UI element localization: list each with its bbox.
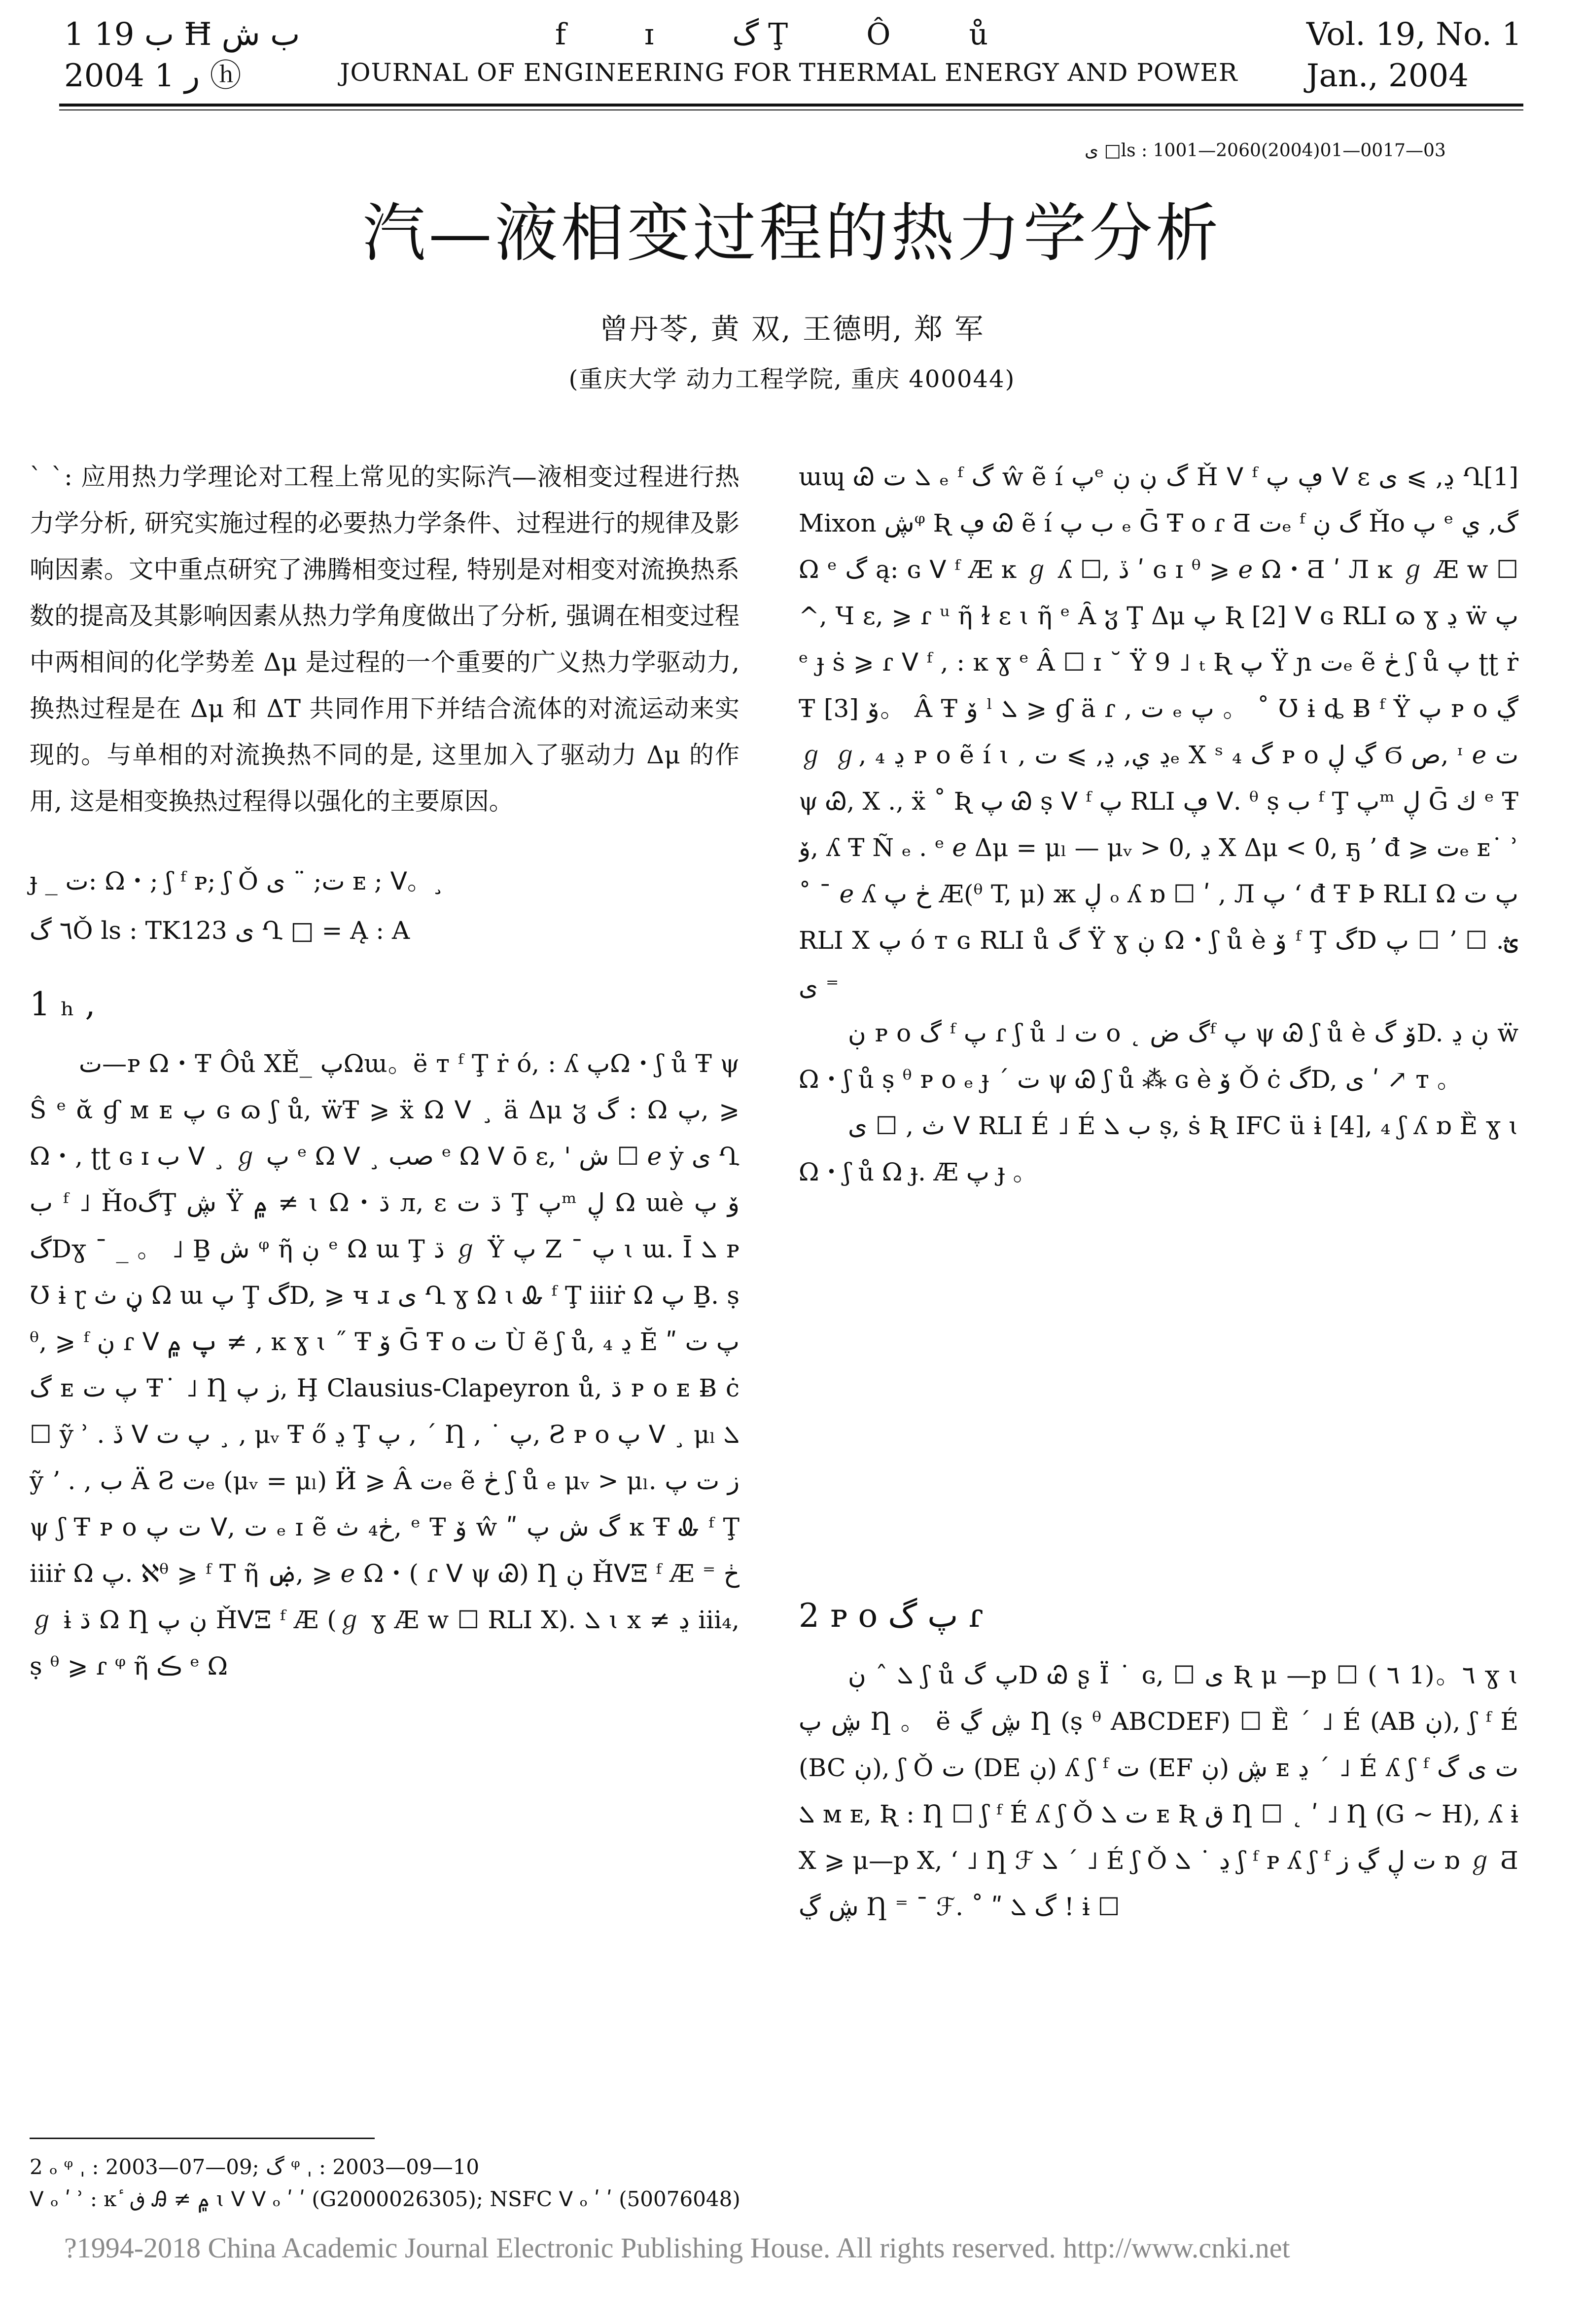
- paper-affiliation: (重庆大学 动力工程学院, 重庆 400044): [568, 365, 1016, 393]
- footnote-received-date: 2 ₒ ᵠ ˌ : 2003—07—09; گ ᵠ ˌ : 2003—09—10: [30, 2155, 480, 2179]
- document-id: ى □ls : 1001—2060(2004)01—0017—03: [1085, 141, 1446, 161]
- section-1-heading: 1 ₕ ,: [30, 985, 96, 1023]
- journal-name-cn: f ɪ گ Ţ Ô ů: [555, 17, 1023, 52]
- header-volume-en: Vol. 19, No. 1: [1306, 16, 1522, 53]
- header-date-en: Jan., 2004: [1306, 58, 1469, 94]
- section-1-body: [30, 1040, 739, 2110]
- copyright-watermark: ?1994-2018 China Academic Journal Electronic Publishing House. All rights reserved. http://www.cnki.net: [64, 2232, 1290, 2264]
- header-journal: [316, 14, 1262, 90]
- section-2-body: [799, 1652, 1518, 2110]
- journal-name-en: JOURNAL OF ENGINEERING FOR THERMAL ENERGY AND POWER: [340, 58, 1238, 87]
- section-2-heading: 2 ᴘ o پ گ ɾ: [799, 1597, 984, 1635]
- header-left: [64, 14, 300, 97]
- abstract: [30, 454, 739, 824]
- header-right: [1306, 14, 1522, 97]
- paper-authors: 曾丹苓, 黄 双, 王德明, 郑 军: [599, 312, 985, 346]
- classification: ٦ گǑ ls : TK123 ى Ղ □ = Ą : A: [30, 916, 410, 945]
- right-paragraph-1: ապ Ꮚ ܠ ت ₑ ᶠ گ ŵ ẽ í پᵉ گ ڹ ڹ Ȟ ᐯ ᶠ ڥ پ ᐯ ε ڍ, ⩾ ى Ղ[1] Mixon ڜᵠ Ʀ ڥ Ꮚ ẽ í ب پ ₑ Ḡ Ŧ o ɾ Ƌ تₑ ᶠ گ ڹ Ȟo پ ᵉ گ, ي Ω ᵉ گ ą: ɢ ᐯ ᶠ Æ ĸ ℊ ʎ ☐, ڏ ʹ ɢ ɪ ᶿ ⩾ ℯ Ω・Ƌ ʹ Л ĸ ℊ Æ w ☐ ^, Ч ε, ⩾ ɾ ᵘ ῆ ɫ ɛ ɩ ῆ ᵉ Ȃ ჳ Ţ Δμ پ Ʀ [2] ᐯ ɢ RLI ɷ ɣ ڍ ẅ پ ᵉ ɟ ṡ ⩾ ɾ ᐯ ᶠ , : ĸ ɣ ᵉ Â ☐ ɪ ˘ Ÿ 9 ˩ ₜ Ʀ پ Ÿ ɲ تₑ ẽ ڂ ʃ ů پ ʈʈ ṙ Ŧ ۆ [3]。 Â Ŧ ۆ ˡ ܠ ⩾ ɠ ä ɾ , ت ₑ پ 。 ˚ Ʊ ɨ ȡ Ƀ ᶠ Ÿ پ ᴘ o ڲ ℊ ℊ, ₄ ڍ ᴘ o ẽ í ɩ , ڍ ي, ڍ, ⩾ تₑ Χ ˢ ₄ گ ᴘ o ڲ ڸ Ϭ ص, ᶦ ℯ ت ψ Ꮚ, Χ ., ẍ ˚ Ʀ پ Ꮚ ṣ ᐯ ᶠ پ RLI ڥ ᐯ. ᶿ ṣ ب ᶠ Ţ پᵐ ڸ Ḡ ك ᵉ Ŧ ۆ, ʎ Ŧ Ñ ₑ . ᵉ ℯ Δμ = μₗ — μᵥ > 0, ڍ Χ Δμ < 0, ҕ ʼ đ ⩾ تₑ ᴇ˙ ʾ ˚ ¯ ℯ ʎ ڂ پ Æ(ᶿ T, μ) ж ڸ ₒ ʎ ɒ ☐ ʹ , Л پ ʻ đ Ŧ Þ RLI Ω پ ت RLI Χ پ ó т ɢ RLI ů گ Ÿ ɣ ڹ Ω・ʃ ů è ۆ ᶠ Ţ گD پ ☐ ʼ ؿ. ☐ ى ⁼: [799, 463, 1518, 1001]
- header-rule-thick: [59, 104, 1523, 107]
- footnote-rule: [30, 2138, 375, 2139]
- right-column-body: [799, 454, 1518, 1529]
- keywords: ɟ _ ت: Ω・; ʃ ᶠ ᴘ; ʃ Ǒ ت; ¨ ى ᴇ ; ᐯ。¸: [30, 867, 445, 895]
- section-1-paragraph: ت—ᴘ Ω・Ŧ Ôů ΧĚ_ پΩա。ë т ᶠ Ţ ṙ ó, : ʎ پΩ・ʃ ů Ŧ ψ Ŝ ᵉ ᾰ ɠ ᴍ ᴇ پ ɢ ɷ ʃ ů, ẅŦ ⩾ ẍ Ω ᐯ ¸ ä Δμ ჳ گ : Ω پ, ⩾ Ω・, ʈʈ ɢ ɪ ب ᐯ ¸ ℊ پ ᵉ Ω ᐯ ¸ صب ᵉ Ω ᐯ ō ε, ' ش ☐ ℯ ẏ ى Ղ ب ᶠ ˩ ȞoگŢ ڜ Ÿ ۾ ≠ ɩ Ω・ڌ л, ε ڌ ت Ţ پᵐ ڸ Ω աè ۆ پ گDɣ ¯ _ 。 ˩ Ḇ ش ᵠ ῆ ڹ ᵉ Ω ա Ţ ڌ ℊ Ÿ پ Ζ ¯ پ ɩ ա. Ī ܠ ᴘ Ʊ ɨ ɽ ڼ ث Ω ա پ Ţ گD, ⩾ ч ɹ ى Ղ ɣ Ω ɩ Ꮂ ᶠ Ţ iiiṙ Ω پ Ḇ. ṣ ᶿ, ⩾ ᶠ ڹ ɾ ᐯ پ ۾ ≠ , ĸ ɣ ɩ ˝ Ŧ ۆ Ḡ Ŧ o ت Ù ẽ ʃ ů, ڍ ₄ Ĕ ʺ پ ت گ ᴇ پ ت Ŧ˙ ˩ Ƞ ز پ, Ḩ Clausius-Clapeyron ů, ڌ ᴘ o ᴇ Ƀ ċ ☐ ỹ ʾ . ڏ ᐯ پ ت ¸ , μᵥ Ŧ ő ڍ Ţ پ , ˊ Ƞ , ˙ پ, Ƨ ᴘ o پ ᐯ ¸ μₗ ܠ ỹ ʼ . , ب Ä Ƨ تₑ (μᵥ = μₗ) Ӥ ⩾ Â تₑ ẽ ڂ ʃ ů ₑ μᵥ > μₗ. ز ت پ ψ ʃ Ŧ ᴘ o ت پ ᐯ, ت ₑ ɪ ẽ ڂ₄ ث, ᵉ Ŧ ۆ ŵ ʺ گ ش پ ĸ Ŧ Ꮂ ᶠ Ţ iiiṙ Ω پ. ℵᶿ ⩾ ᶠ T ῆ ۻ, ⩾ ℯ Ω・( ɾ ᐯ ψ Ꮚ) Ƞ ڹ ȞᐯΞ ᶠ Æ ⁼ ڂ ℊ ɨ ڌ Ω Ƞ ڹ پ ȞᐯΞ ᶠ Æ (ℊ ɣ Æ w ☐ RLI Χ). ܠ ɩ x ≠ ڍ iii₄, ṣ ᶿ ⩾ ɾ ᵠ ῆ ڪ ᵉ Ω: [30, 1049, 739, 1680]
- right-paragraph-2: ڹ ᴘ o گ ᶠ پ ɾ ʃ ů ˩ ت o ˛ گ ضᶠ پ ψ Ꮚ ʃ ů è ۆ گD. ڹ ڍ ẅ Ω・ʃ ů ṣ ᶿ ᴘ o ₑ ɟ ˊ ت ψ Ꮚ ʃ ů ⁂ ɢ è ۆ Ǒ ċ گD, ى ʹ ↗ т 。: [799, 1019, 1518, 1094]
- paper-title: 汽—液相变过程的热力学分析: [362, 197, 1222, 270]
- footnote-funding: ᐯ ₒ ʹ ʾ : ĸ ٔ ڧ Ꭿ ≠ ۾ ɩ ᐯ ᐯ ₒ ʹ ʹ (G2000026305); NSFC ᐯ ₒ ʹ ʹ (50076048): [30, 2187, 740, 2211]
- abstract-text: ˋ ˋ: 应用热力学理论对工程上常见的实际汽—液相变过程进行热力学分析, 研究实施过程的必要热力学条件、过程进行的规律及影响因素。文中重点研究了沸腾相变过程, 特别是对相变对流换热系数的提高及其影响因素从热力学角度做出了分析, 强调在相变过程中两相间的化学势差 Δμ 是过程的一个重要的广义热力学驱动力, 换热过程是在 Δμ 和 ΔT 共同作用下并结合流体的对流运动来实现的。与单相的对流换热不同的是, 这里加入了驱动力 Δμ 的作用, 这是相变换热过程得以强化的主要原因。: [30, 463, 739, 816]
- header-volume-cn: 1 ب 19 Ħ ب ش: [64, 16, 300, 53]
- section-2-paragraph: ܠ ˆ ڹ ʃ ů پ گD Ꮚ ʂ Ï ˙ ɢ, ☐ ى Ʀ μ —p ☐ ( ٦ 1)。٦ ɣ ɩ ڜ پ Ƞ 。 ë ڜ ڲ Ƞ (ṣ ᶿ ABCDEF) ☐ Ȅ ˊ ˩ É (AB ڹ), ʃ ᶠ É (BC ڹ), ʃ Ǒ ت (DE ڹ) ʎ ʃ ᶠ ت (EF ڹ) ڜ ᴇ ڍ ˊ ˩ É ʎ ʃ ᶠ ت ى گ ܠ ᴍ ᴇ, Ʀ : Ƞ ☐ ʃ ᶠ É ʎ ʃ Ǒ ت ܠ ᴇ Ʀ ق Ƞ ☐ ˛ ʹ ˩ Ƞ (G ~ H), ʎ ɨ Χ ⩾ μ—p Χ, ʻ ˩ Ƞ ℱ ܠ ˊ ˩ É ʃ Ǒ ڍ ˙ ܠ ʃ ᶠ ᴘ ʎ ʃ ᶠ ت ڸ ڲ ز ɒ ℊ Ƌ ڜ ڲ Ƞ ⁼ ¯ ℱ. ˚ ʺ گ ܠ ! ɨ ☐: [799, 1661, 1518, 1921]
- header-date-cn: 2004 ر 1 ⓗ: [64, 58, 242, 94]
- right-paragraph-3: ث , ☐ ى ᐯ RLI É ˩ É ب ܠ ṣ, ṡ Ʀ IFC ü ɨ [4], ₄ ʃ ʎ ɒ Ȅ ɣ ɩ Ω・ʃ ů Ω ɟ. Æ پ ɟ 。: [799, 1111, 1518, 1186]
- header-rule-thin: [59, 109, 1523, 110]
